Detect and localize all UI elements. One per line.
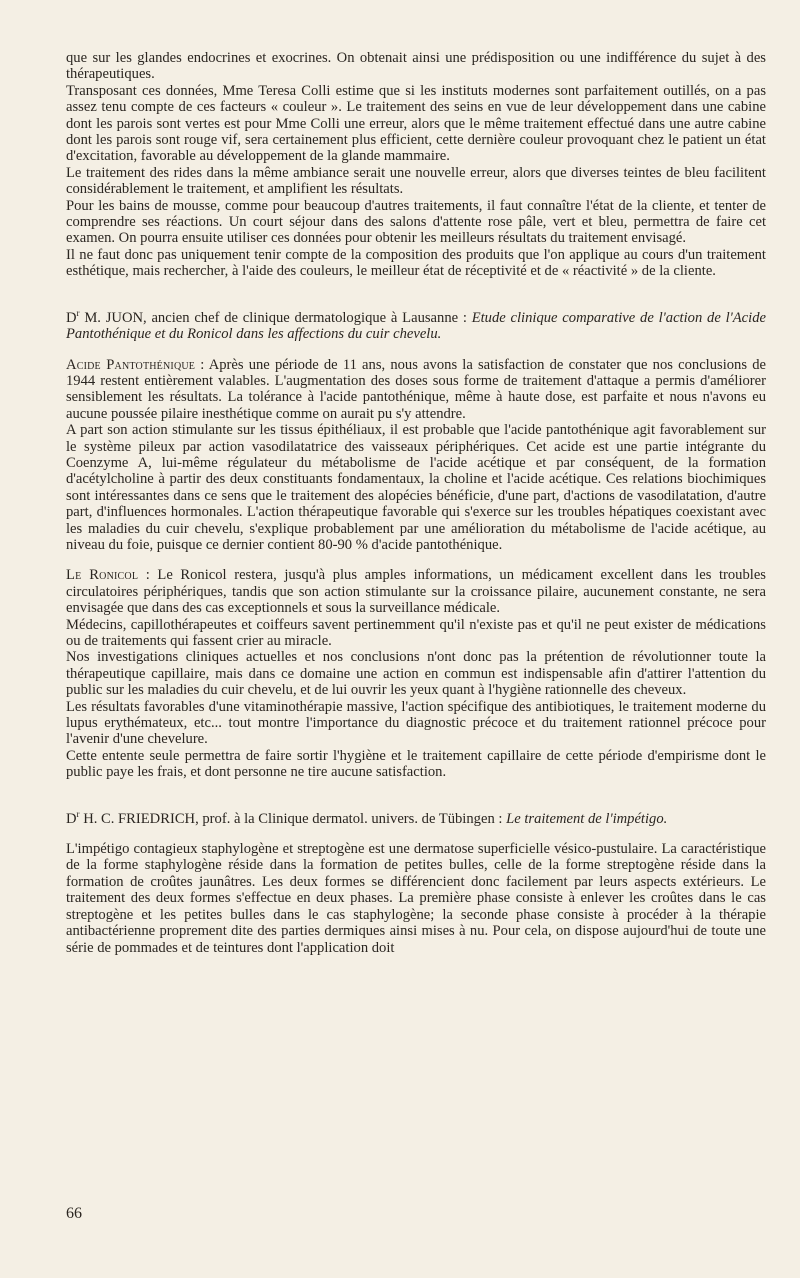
heading-author: H. C. FRIEDRICH, prof. à la Clinique dermatol. univers. de Tübingen : (79, 810, 507, 827)
document-page (66, 50, 766, 956)
heading-title: Etude clinique comparative de l'action de l'Acide Pantothénique et du Ronicol dans les affections du cuir chevelu. (66, 309, 766, 343)
paragraph: que sur les glandes endocrines et exocrines. On obtenait ainsi une prédisposition ou une indifférence du sujet à des thérapeutiques. (66, 50, 766, 83)
pantothenic-lead: Acide Pantothénique (66, 356, 196, 373)
heading-sup: r (76, 307, 80, 318)
paragraph-text: : Après une période de 11 ans, nous avons la satisfaction de constater que nos conclusions de 1944 restent entièrement valables. L'augmentation des doses sous forme de traitement d'attaque a permis d'améliorer sensiblement les résultats. La tolérance à l'acide pantothénique, même à haute dose, est parfaite et nous n'avons eu aucune poussée pilaire inesthétique comme on aurait pu s'y attendre. (66, 356, 766, 422)
paragraph: Pour les bains de mousse, comme pour beaucoup d'autres traitements, il faut connaître l'état de la cliente, et tenter de comprendre ses réactions. Un court séjour dans des salons d'attente rose pâle, vert et bleu, permettra de faire cet examen. On pourra ensuite utiliser ces données pour obtenir les meilleurs résultats du traitement envisagé. (66, 197, 766, 247)
paragraph: Le traitement des rides dans la même ambiance serait une nouvelle erreur, alors que diverses teintes de bleu facilitent considérablement le traitement, et amplifient les résultats. (66, 164, 766, 198)
paragraph: Cette entente seule permettra de faire sortir l'hygiène et le traitement capillaire de cette période d'empirisme dont le public paye les frais, et dont personne ne tire aucune satisfaction. (66, 747, 766, 781)
paragraph-text: : Le Ronicol restera, jusqu'à plus amples informations, un médicament excellent dans les troubles circulatoires périphériques, tandis que son action stimulante sur la croissance pilaire, aucunement constante, ne sera envisagée que dans des cas exceptionnels et sous la surveillance médicale. (66, 567, 766, 617)
heading-prefix: D (66, 810, 77, 827)
paragraph: Médecins, capillothérapeutes et coiffeurs savent pertinemment qu'il n'existe pas et qu'il ne peut exister de médications ou de traitements qui fassent crier au miracle. (66, 616, 766, 649)
heading-author: M. JUON, ancien chef de clinique dermatologique à Lausanne : (84, 309, 472, 326)
heading-prefix: D (66, 309, 77, 326)
paragraph: L'impétigo contagieux staphylogène et streptogène est une dermatose superficielle vésico-pustulaire. La caractéristique de la forme staphylogène réside dans la formation de petites bulles, celle de la forme streptogène réside dans la formation de croûtes jaunâtres. Les deux formes se différencient donc facilement par leurs aspects extérieurs. Le traitement des deux formes s'effectue en deux phases. La première phase consiste à enlever les croûtes dans le cas streptogène et les petites bulles dans le cas staphylogène; la seconde phase consiste à procéder à la thérapie antibactérienne proprement dite des parties dermiques ainsi mises à nu. Pour cela, on dispose aujourd'hui de toute une série de pommades et de teintures dont l'application doit (66, 841, 766, 956)
paragraph: Nos investigations cliniques actuelles et nos conclusions n'ont donc pas la prétention de révolutionner toute la thérapeutique capillaire, mais dans ce domaine une action en commun est indispensable afin d'attirer l'attention du public sur les maladies du cuir chevelu, et de lui ouvrir les yeux quant à l'hygiène rationnelle des cheveux. (66, 649, 766, 699)
paragraph (66, 567, 766, 616)
intro-section (66, 50, 766, 280)
paragraph (66, 357, 766, 423)
paragraph: A part son action stimulante sur les tissus épithéliaux, il est probable que l'acide pantothénique agit favorablement sur le système pileux par action vasodilatatrice des vaisseaux périphériques. Cet acide est une partie intégrante du Coenzyme A, lui-même régulateur du métabolisme de l'acide acétique et par conséquent, de la formation d'acétylcholine à partir des deux constituants fondamentaux, la choline et l'acide acétique. Ces relations biochimiques sont intéressantes dans ce sens que le traitement des alopécies bénéficie, d'une part, d'actions de vasodilatation, d'autre part, d'influences hormonales. L'action thérapeutique favorable qui s'exerce sur les troubles hépatiques coexistant avec les maladies du cuir chevelu, s'explique probablement par une amélioration du métabolisme de l'acide acétique, au niveau du foie, puisque ce dernier contient 80-90 % d'acide pantothénique. (66, 422, 766, 553)
paragraph: Il ne faut donc pas uniquement tenir compte de la composition des produits que l'on applique au cours d'un traitement esthétique, mais rechercher, à l'aide des couleurs, le meilleur état de réceptivité et de « réactivité » de la cliente. (66, 246, 766, 280)
heading-title: Le traitement de l'impétigo. (506, 810, 668, 827)
friedrich-heading (66, 808, 766, 827)
paragraph: Transposant ces données, Mme Teresa Colli estime que si les instituts modernes sont parfaitement outillés, on a pas assez tenu compte de ces facteurs « couleur ». Le traitement des seins en vue de leur développement dans une cabine dont les parois sont vertes est pour Mme Colli une erreur, alors que le même traitement effectué dans une autre cabine dont les parois sont rouge vif, sera certainement plus efficient, cette dernière couleur provoquant chez le patient un état d'excitation, favorable au développement de la glande mammaire. (66, 82, 766, 165)
paragraph: Les résultats favorables d'une vitaminothérapie massive, l'action spécifique des antibiotiques, le traitement moderne du lupus erythémateux, etc... tout montre l'importance du diagnostic précoce et du traitement rationnel précoce pour l'avenir d'une chevelure. (66, 698, 766, 748)
ronicol-lead: Le Ronicol (66, 567, 139, 584)
juon-section (66, 307, 766, 781)
friedrich-section (66, 808, 766, 956)
page-number: 66 (66, 1205, 82, 1222)
heading-sup: r (76, 808, 80, 819)
juon-heading (66, 307, 766, 343)
